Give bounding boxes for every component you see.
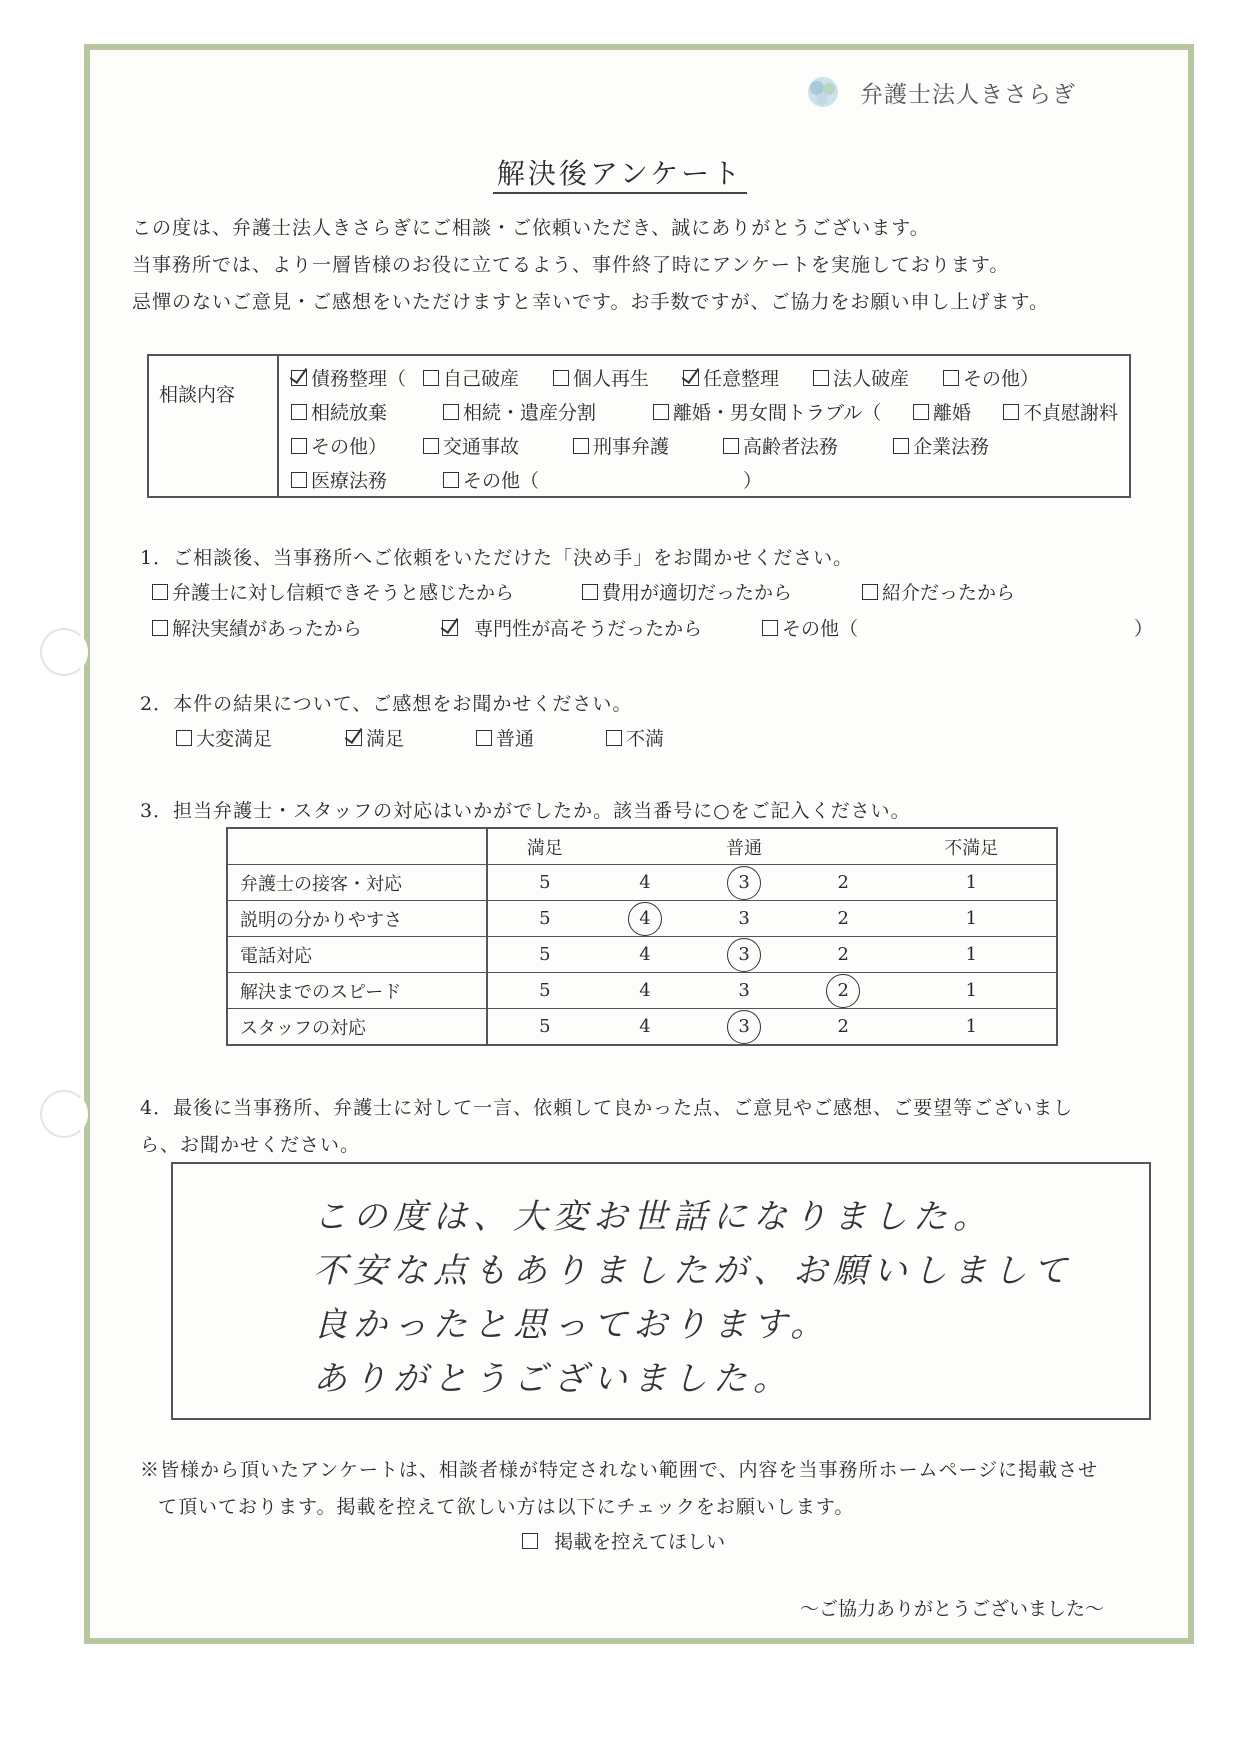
handwritten-line: 不安な点もありましたが、お願いしまして bbox=[313, 1251, 1073, 1291]
rating-option[interactable]: 1 bbox=[965, 979, 978, 1001]
checkbox-neutral[interactable] bbox=[476, 730, 492, 746]
rating-row-label: スタッフの対応 bbox=[227, 1009, 487, 1046]
checkbox-corporate-bankruptcy[interactable] bbox=[813, 370, 829, 386]
rating-option[interactable]: 5 bbox=[539, 907, 551, 929]
firm-logo bbox=[800, 72, 1076, 112]
question-1: 1．ご相談後、当事務所へご依頼をいただけた「決め手」をお聞かせください。 bbox=[140, 547, 854, 569]
comment-box[interactable] bbox=[171, 1162, 1151, 1420]
rating-option[interactable]: 2 bbox=[829, 977, 857, 1005]
checkbox-inheritance[interactable] bbox=[443, 404, 459, 420]
checkbox-q1-other[interactable] bbox=[762, 620, 778, 636]
checkbox-divorce-other[interactable] bbox=[291, 438, 307, 454]
rating-option[interactable]: 4 bbox=[639, 943, 651, 965]
checkbox-corporate[interactable] bbox=[893, 438, 909, 454]
page-title: 解決後アンケート bbox=[0, 152, 1240, 192]
checkbox-trust[interactable] bbox=[152, 584, 168, 600]
q1-options-row1: 弁護士に対し信頼できそうと感じたから bbox=[152, 578, 514, 605]
rating-option[interactable]: 1 bbox=[965, 907, 978, 929]
rating-row-label: 説明の分かりやすさ bbox=[227, 901, 487, 937]
rating-option[interactable]: 5 bbox=[539, 1015, 551, 1037]
optout-option: 掲載を控えてほしい bbox=[522, 1527, 725, 1554]
rating-option[interactable]: 1 bbox=[965, 1015, 978, 1037]
rating-option[interactable]: 3 bbox=[730, 1013, 758, 1041]
handwritten-line: 良かったと思っております。 bbox=[313, 1305, 831, 1345]
rating-row bbox=[227, 1009, 1057, 1046]
rating-row-label: 電話対応 bbox=[227, 937, 487, 973]
header-unsatisfied: 不満足 bbox=[887, 828, 1057, 865]
rating-option[interactable]: 1 bbox=[965, 871, 978, 893]
rating-option[interactable]: 5 bbox=[539, 871, 551, 893]
rating-row-label: 弁護士の接客・対応 bbox=[227, 865, 487, 901]
rating-option[interactable]: 4 bbox=[639, 1015, 651, 1037]
checkbox-optout[interactable] bbox=[522, 1533, 538, 1549]
rating-row bbox=[227, 865, 1057, 901]
checkbox-referral[interactable] bbox=[862, 584, 878, 600]
checkbox-criminal[interactable] bbox=[573, 438, 589, 454]
rating-option[interactable]: 3 bbox=[738, 907, 750, 929]
checkbox-expertise[interactable] bbox=[442, 620, 458, 636]
checkbox-unsatisfied[interactable] bbox=[606, 730, 622, 746]
rating-option[interactable]: 4 bbox=[639, 979, 651, 1001]
rating-option[interactable]: 5 bbox=[539, 979, 551, 1001]
rating-row bbox=[227, 901, 1057, 937]
checkbox-very-satisfied[interactable] bbox=[176, 730, 192, 746]
checkbox-track-record[interactable] bbox=[152, 620, 168, 636]
rating-row bbox=[227, 937, 1057, 973]
rating-row-label: 解決までのスピード bbox=[227, 973, 487, 1009]
disclaimer-note: ※皆様から頂いたアンケートは、相談者様が特定されない範囲で、内容を当事務所ホームページに掲載させ て頂いております。掲載を控えて欲しい方は以下にチェックをお願いします。 bbox=[140, 1459, 1099, 1518]
rating-option[interactable]: 2 bbox=[837, 943, 849, 965]
rating-option[interactable]: 5 bbox=[539, 943, 551, 965]
checkbox-debt[interactable] bbox=[291, 370, 307, 386]
punch-hole bbox=[40, 1090, 88, 1138]
rating-option[interactable]: 3 bbox=[730, 869, 758, 897]
header-satisfied: 満足 bbox=[487, 828, 602, 865]
checkbox-satisfied[interactable] bbox=[346, 730, 362, 746]
question-2: 2．本件の結果について、ご感想をお聞かせください。 bbox=[140, 693, 633, 715]
checkbox-rehabilitation[interactable] bbox=[553, 370, 569, 386]
firm-name: 弁護士法人きさらぎ bbox=[860, 81, 1076, 108]
checkbox-other[interactable] bbox=[443, 472, 459, 488]
rating-table bbox=[226, 827, 1058, 1046]
rating-option[interactable]: 3 bbox=[730, 941, 758, 969]
checkbox-divorce[interactable] bbox=[913, 404, 929, 420]
handwritten-line: ありがとうございました。 bbox=[313, 1359, 793, 1399]
checkbox-renunciation[interactable] bbox=[291, 404, 307, 420]
question-3: 3．担当弁護士・スタッフの対応はいかがでしたか。該当番号に○をご記入ください。 bbox=[140, 800, 911, 822]
rating-option[interactable]: 1 bbox=[965, 943, 978, 965]
intro-text: この度は、弁護士法人きさらぎにご相談・ご依頼いただき、誠にありがとうございます。 当事務所では、より一層皆様のお役に立てるよう、事件終了時にアンケートを実施しております。 忌憚のないご意見・ご感想をいただけますと幸いです。お手数ですが、ご協力をお願い申し上げます。 bbox=[132, 217, 1049, 313]
rating-option[interactable]: 4 bbox=[631, 905, 659, 933]
checkbox-debt-other[interactable] bbox=[943, 370, 959, 386]
rating-row bbox=[227, 973, 1057, 1009]
question-4: 4．最後に当事務所、弁護士に対して一言、依頼して良かった点、ご意見やご感想、ご要望等ございまし ら、お聞かせください。 bbox=[140, 1097, 1074, 1156]
punch-hole bbox=[40, 628, 88, 676]
checkbox-traffic[interactable] bbox=[423, 438, 439, 454]
rating-option[interactable]: 2 bbox=[837, 871, 849, 893]
checkbox-infidelity[interactable] bbox=[1003, 404, 1019, 420]
checkbox-fee[interactable] bbox=[582, 584, 598, 600]
consultation-table: 相談内容 債務整理（ 自己破産 個人再生 任意整理 法人破産 その他） 相続放棄 相続・遺産分割 離婚・男女間トラブル（ 離婚 不貞慰謝料 その他） 交通事故 刑事弁護 高齢者法務 企業法務 医療法務 その他（ ） bbox=[147, 354, 1131, 498]
consultation-label: 相談内容 bbox=[149, 356, 279, 496]
checkbox-voluntary[interactable] bbox=[683, 370, 699, 386]
rating-option[interactable]: 2 bbox=[837, 907, 849, 929]
handwritten-line: この度は、大変お世話になりました。 bbox=[313, 1197, 993, 1237]
checkbox-bankruptcy[interactable] bbox=[423, 370, 439, 386]
rating-option[interactable]: 2 bbox=[837, 1015, 849, 1037]
checkbox-divorce-trouble[interactable] bbox=[653, 404, 669, 420]
closing-text: ～ご協力ありがとうございました～ bbox=[800, 1598, 1105, 1620]
checkbox-medical[interactable] bbox=[291, 472, 307, 488]
flower-logo-icon bbox=[800, 72, 846, 112]
rating-option[interactable]: 4 bbox=[639, 871, 651, 893]
checkbox-elderly[interactable] bbox=[723, 438, 739, 454]
rating-option[interactable]: 3 bbox=[738, 979, 750, 1001]
header-neutral: 普通 bbox=[688, 828, 800, 865]
